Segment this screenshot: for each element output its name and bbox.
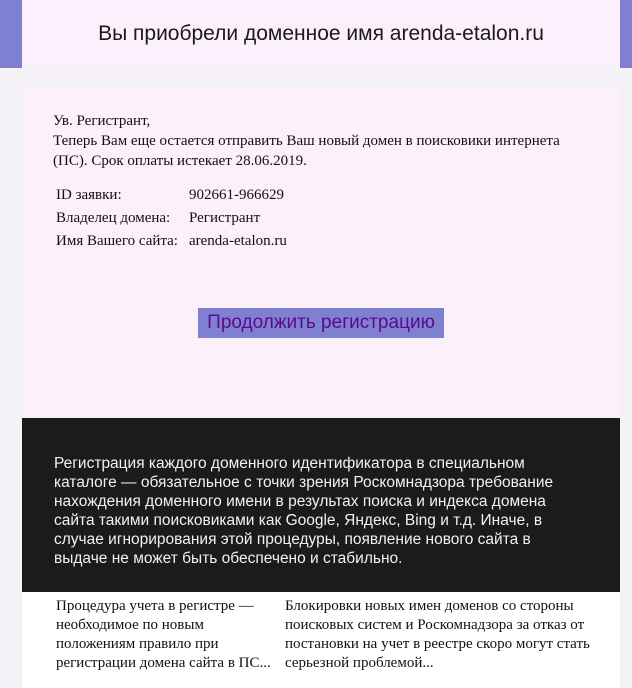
detail-value: arenda-etalon.ru: [189, 233, 287, 249]
teaser-link-procedure[interactable]: Процедура учета в регистре — необходимое по новым положениям правило при регистрации домена сайта в ПС...: [56, 598, 271, 671]
message-card: [22, 88, 620, 418]
detail-row-order-id: [56, 184, 287, 207]
header-accent-right: [620, 0, 632, 68]
detail-label: Владелец домена:: [56, 210, 171, 226]
header-accent-left: [0, 0, 22, 68]
detail-row-owner: [56, 207, 287, 230]
detail-row-site-name: [56, 230, 287, 253]
teaser-link-blocking[interactable]: Блокировки новых имен доменов со стороны поисковых систем и Роскомнадзора за отказ от постановки на учет в реестре скоро могут стать серьезной проблемой...: [285, 598, 590, 671]
page-title: Вы приобрели доменное имя arenda-etalon.ru: [98, 22, 544, 45]
detail-value: 902661-966629: [189, 187, 284, 203]
message-text: Теперь Вам еще остается отправить Ваш новый домен в поисковики интернета (ПС). Срок оплаты истекает 28.06.2019.: [53, 133, 560, 169]
details-table: [56, 184, 287, 253]
detail-label: ID заявки:: [56, 187, 122, 203]
salutation: Ув. Регистрант,: [53, 113, 151, 129]
teaser-row: [22, 592, 620, 688]
detail-value: Регистрант: [189, 210, 261, 226]
continue-registration-button[interactable]: Продолжить регистрацию: [198, 308, 444, 338]
notice-block: [22, 418, 620, 592]
greeting-block: [53, 111, 573, 171]
notice-text: Регистрация каждого доменного идентификатора в специальном каталоге — обязательное с точки зрения Роскомнадзора требование нахождения доменного имени в результах поиска и индекса домена сайта такими поисковиками как Google, Яндекс, Bing и т.д. Иначе, в случае игнорирования этой процедуры, появление нового сайта в выдаче не может быть обеспечено и стабильно.: [54, 455, 554, 567]
email-header: [22, 0, 620, 68]
order-details: [56, 184, 287, 253]
detail-label: Имя Вашего сайта:: [56, 233, 178, 249]
